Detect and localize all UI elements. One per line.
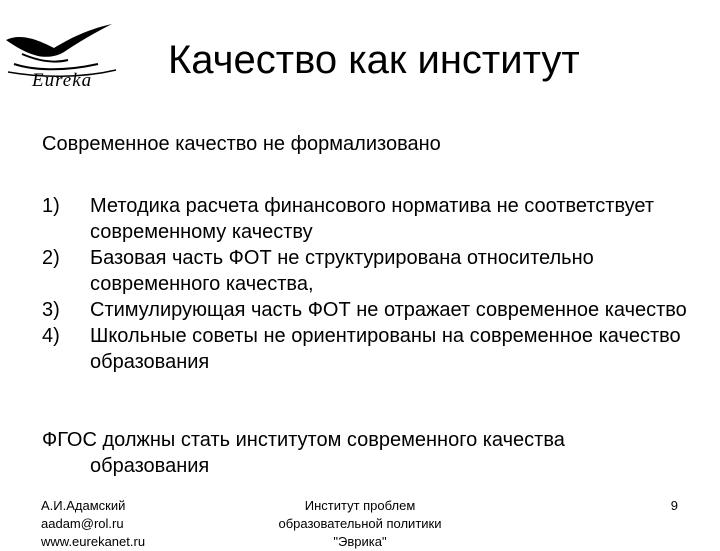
conclusion-line-1: ФГОС должны стать институтом современного качества bbox=[42, 429, 565, 451]
list-item-text: Школьные советы не ориентированы на современное качество образования bbox=[90, 325, 681, 373]
list-item-text: Базовая часть ФОТ не структурирована относительно современного качества, bbox=[90, 247, 594, 295]
list-item bbox=[42, 297, 702, 323]
footer-website: www.eurekanet.ru bbox=[41, 534, 146, 549]
list-item-number: 2) bbox=[42, 247, 60, 269]
slide-title: Качество как институт bbox=[168, 38, 580, 82]
footer-email: aadam@rol.ru bbox=[41, 516, 124, 531]
list-item-number: 4) bbox=[42, 325, 60, 347]
footer-author-block bbox=[41, 497, 145, 551]
list-item bbox=[42, 245, 702, 297]
slide-subtitle: Современное качество не формализовано bbox=[42, 133, 441, 155]
conclusion-text bbox=[42, 427, 702, 479]
list-item-text: Стимулирующая часть ФОТ не отражает современное качество bbox=[90, 299, 687, 321]
list-item bbox=[42, 323, 702, 375]
conclusion-line-2: образования bbox=[90, 455, 210, 477]
list-item-text: Методика расчета финансового норматива не соответствует современному качеству bbox=[90, 195, 655, 243]
list-item-number: 3) bbox=[42, 299, 60, 321]
footer-institute-line: "Эврика" bbox=[333, 534, 387, 549]
list-item bbox=[42, 193, 702, 245]
footer-institute-line: Институт проблем bbox=[304, 498, 416, 513]
page-number: 9 bbox=[670, 498, 678, 513]
footer-institute-line: образовательной политики bbox=[278, 516, 442, 531]
list-item-number: 1) bbox=[42, 195, 60, 217]
logo-text: Eureka bbox=[32, 70, 93, 91]
numbered-list bbox=[42, 193, 702, 375]
footer-author: А.И.Адамский bbox=[41, 498, 126, 513]
footer-institute-block bbox=[255, 497, 465, 551]
eureka-logo bbox=[2, 20, 124, 108]
